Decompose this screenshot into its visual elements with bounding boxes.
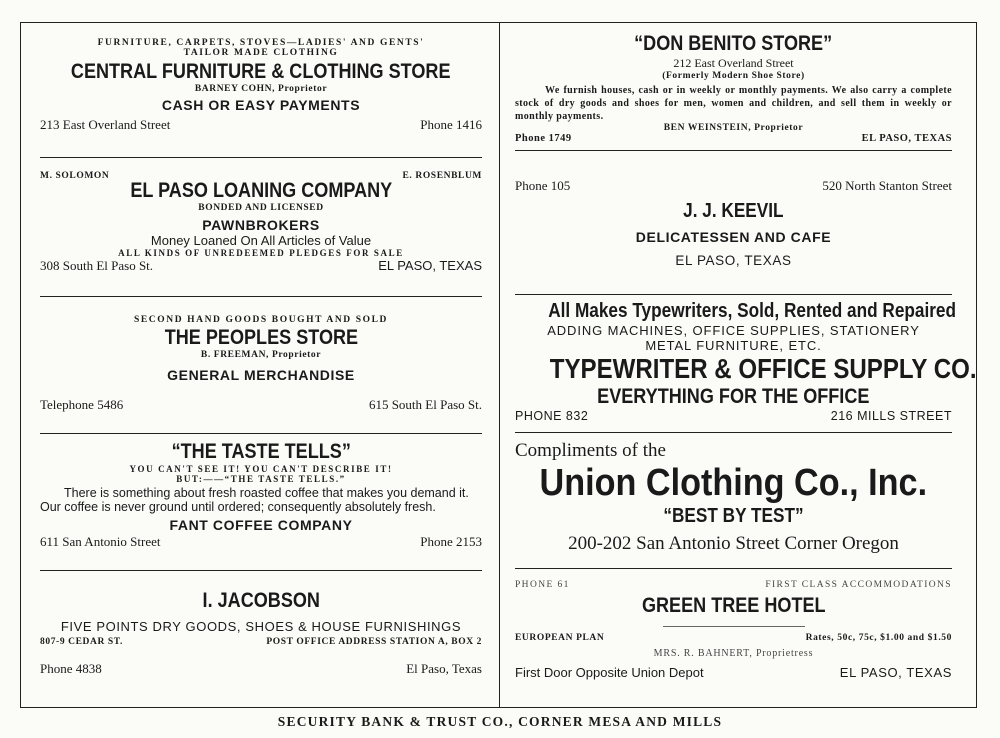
ad-phone: Telephone 5486: [40, 397, 124, 412]
ad-city: EL PASO, TEXAS: [839, 665, 952, 680]
section-rule: [515, 294, 952, 295]
ad-business-name: GREEN TREE HOTEL: [641, 594, 826, 617]
ad-description: Money Loaned On All Articles of Value: [150, 233, 372, 248]
section-rule: [515, 432, 952, 433]
ad-tagline: BUT:——“THE TASTE TELLS.”: [176, 474, 346, 484]
ad-business-name: CENTRAL FURNITURE & CLOTHING STORE: [71, 60, 451, 83]
ad-address: 212 East Overland Street: [673, 56, 794, 70]
ad-address: 807-9 CEDAR ST.: [40, 637, 123, 647]
section-rule: [40, 570, 482, 571]
ad-tagline: SECOND HAND GOODS BOUGHT AND SOLD: [133, 315, 388, 325]
ad-plan: EUROPEAN PLAN: [515, 633, 605, 643]
ad-address: 520 North Stanton Street: [822, 178, 952, 193]
ad-phone: PHONE 61: [515, 580, 570, 590]
ad-pledges: ALL KINDS OF UNREDEEMED PLEDGES FOR SALE: [118, 248, 404, 258]
ad-compliments: Compliments of the: [515, 440, 666, 461]
ad-business-name: “DON BENITO STORE”: [634, 32, 833, 55]
ad-bonded: BONDED AND LICENSED: [198, 203, 324, 213]
ad-proprietress: MRS. R. BAHNERT, Proprietress: [653, 648, 814, 659]
section-rule: [515, 150, 952, 151]
ad-typewriter-office-supply: [515, 300, 977, 423]
ad-business-name: EL PASO LOANING COMPANY: [130, 179, 392, 202]
ad-location: First Door Opposite Union Depot: [515, 665, 704, 680]
ad-business-name: THE PEOPLES STORE: [164, 326, 358, 349]
ad-partner: E. ROSENBLUM: [402, 171, 482, 181]
ad-don-benito: [515, 32, 952, 144]
ad-central-furniture: [40, 38, 482, 133]
ad-tagline: YOU CAN'T SEE IT! YOU CAN'T DESCRIBE IT!: [129, 464, 393, 474]
ad-keevil: [515, 178, 952, 268]
ad-phone: Phone 1749: [515, 133, 572, 144]
ad-taste-tells: [40, 440, 482, 550]
ad-el-paso-loaning: [40, 171, 482, 274]
ad-description: METAL FURNITURE, ETC.: [645, 338, 822, 353]
ad-jacobson: [40, 589, 482, 677]
ad-address: 308 South El Paso St.: [40, 258, 154, 273]
section-rule: [40, 433, 482, 434]
ad-phone: Phone 4838: [40, 661, 102, 676]
ad-proprietor: B. FREEMAN, Proprietor: [200, 350, 322, 360]
ad-business-name: “THE TASTE TELLS”: [171, 440, 351, 463]
ad-phone: Phone 1416: [420, 117, 482, 132]
ad-description: DELICATESSEN AND CAFE: [635, 229, 832, 245]
ad-rates: Rates, 50c, 75c, $1.00 and $1.50: [805, 633, 952, 643]
ad-address: 200-202 San Antonio Street Corner Oregon: [568, 533, 899, 554]
ad-proprietor: BARNEY COHN, Proprietor: [194, 84, 328, 94]
ad-tagline: FURNITURE, CARPETS, STOVES—LADIES' AND GENTS': [97, 38, 425, 48]
ad-address: 216 MILLS STREET: [830, 409, 952, 423]
ad-po-box: POST OFFICE ADDRESS STATION A, BOX 2: [266, 637, 482, 647]
ad-address: 611 San Antonio Street: [40, 534, 161, 549]
ad-business-name: TYPEWRITER & OFFICE SUPPLY CO.: [549, 353, 977, 384]
ad-merchandise: GENERAL MERCHANDISE: [167, 367, 355, 383]
ad-proprietor: BEN WEINSTEIN, Proprietor: [663, 123, 804, 133]
section-rule: [40, 157, 482, 158]
ad-pawnbrokers: PAWNBROKERS: [202, 217, 320, 233]
ad-accommodations: FIRST CLASS ACCOMMODATIONS: [765, 580, 952, 590]
page-footer: SECURITY BANK & TRUST CO., CORNER MESA AND MILLS: [277, 714, 723, 729]
ad-address: 615 South El Paso St.: [368, 397, 482, 412]
short-rule: [663, 626, 805, 627]
ad-paragraph: We furnish houses, cash or in weekly or monthly payments. We also carry a complete stock of dry goods and shoes for men, women and children, and sell them in weekly or monthly payments.: [515, 85, 952, 122]
ad-city: El Paso, Texas: [406, 661, 482, 676]
ad-phone: PHONE 832: [515, 409, 589, 423]
ad-tagline: TAILOR MADE CLOTHING: [183, 48, 339, 58]
ad-phone: Phone 2153: [420, 534, 482, 549]
ad-payments: CASH OR EASY PAYMENTS: [161, 97, 361, 113]
ad-phone: Phone 105: [515, 178, 571, 193]
ad-headline: All Makes Typewriters, Sold, Rented and Repaired: [548, 300, 957, 322]
ad-green-tree-hotel: [515, 580, 952, 680]
ad-formerly: (Formerly Modern Shoe Store): [662, 71, 805, 81]
ad-business-name: J. J. KEEVIL: [683, 200, 784, 222]
ad-address: 213 East Overland Street: [40, 117, 171, 132]
ad-description: ADDING MACHINES, OFFICE SUPPLIES, STATIONERY: [547, 323, 920, 338]
ad-peoples-store: [40, 315, 482, 413]
ad-company: FANT COFFEE COMPANY: [169, 517, 353, 533]
column-divider: [499, 22, 500, 708]
ad-partner: M. SOLOMON: [40, 171, 110, 181]
ad-union-clothing: [515, 440, 952, 555]
section-rule: [515, 568, 952, 569]
ad-description: FIVE POINTS DRY GOODS, SHOES & HOUSE FURNISHINGS: [60, 619, 462, 634]
ad-paragraph: There is something about fresh roasted coffee that makes you demand it. Our coffee is never ground until ordered; consequently absolutely fresh.: [40, 486, 469, 514]
ad-city: EL PASO, TEXAS: [378, 258, 482, 273]
ad-business-name: Union Clothing Co., Inc.: [539, 462, 928, 504]
ad-city: EL PASO, TEXAS: [861, 133, 952, 144]
ad-slogan: “BEST BY TEST”: [663, 505, 804, 527]
ad-city: EL PASO, TEXAS: [675, 253, 792, 268]
ad-business-name: I. JACOBSON: [202, 589, 320, 612]
section-rule: [40, 296, 482, 297]
ad-slogan: EVERYTHING FOR THE OFFICE: [597, 385, 870, 408]
